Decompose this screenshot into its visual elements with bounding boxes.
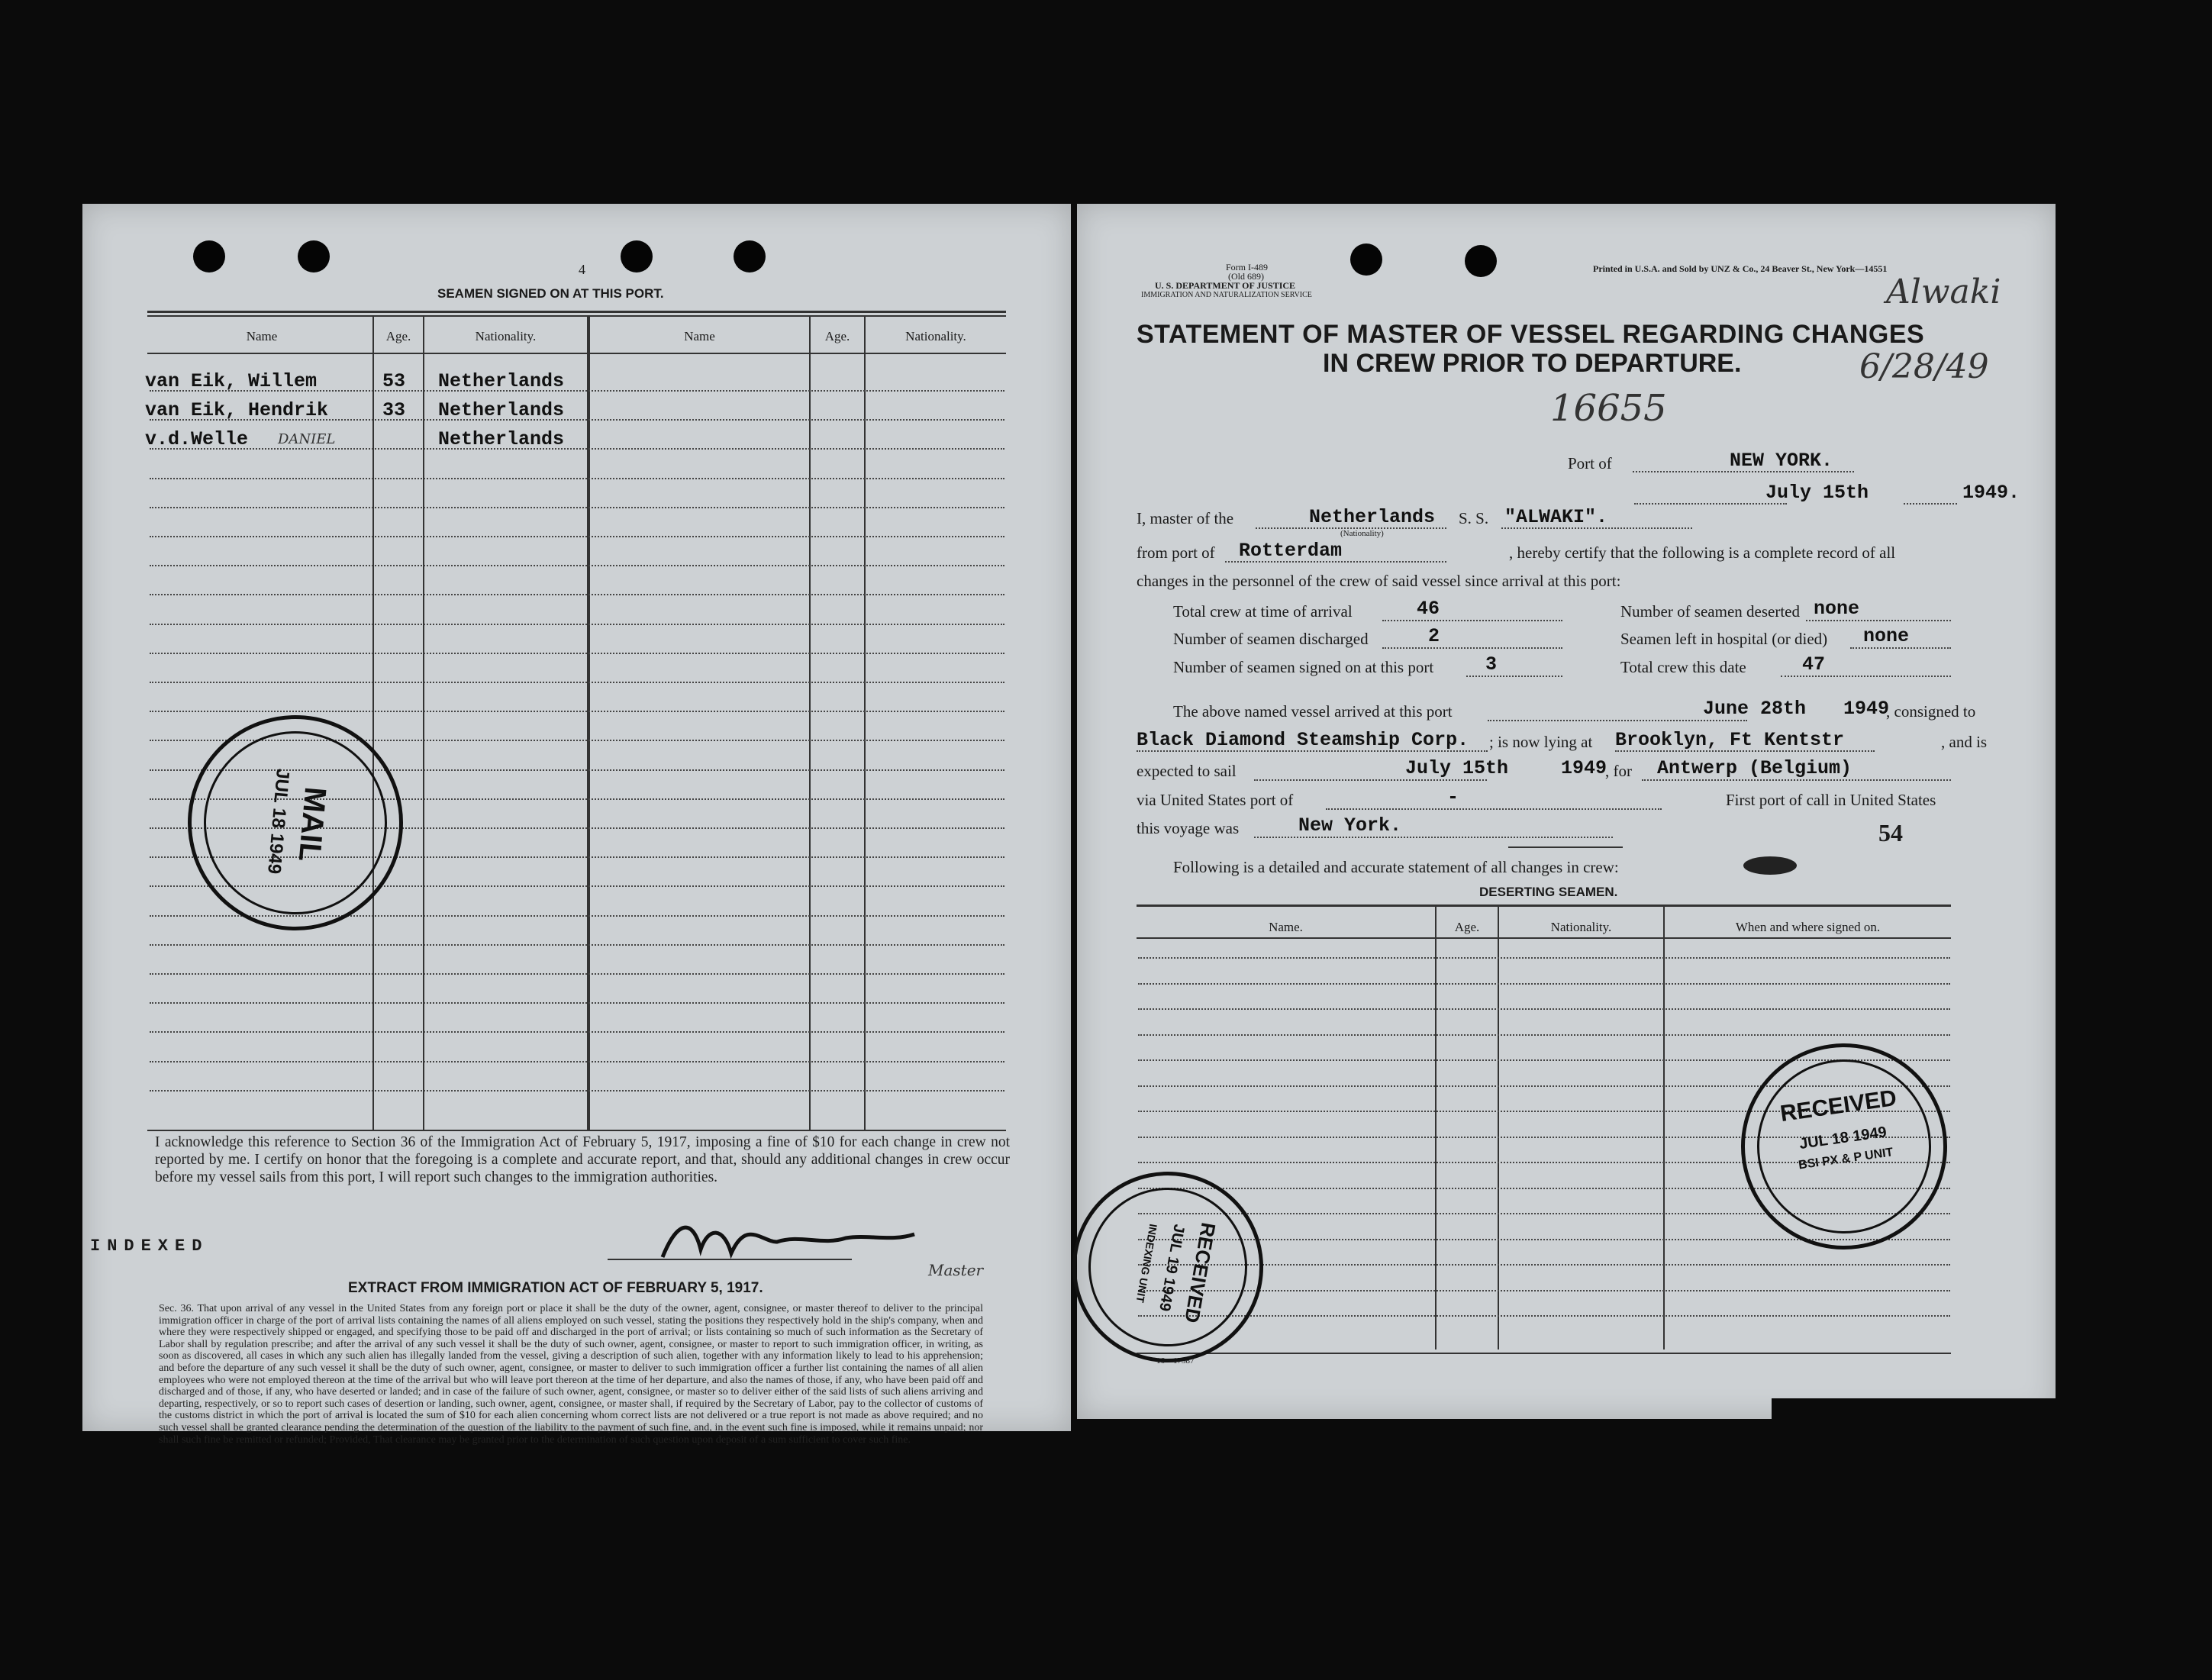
- table-row-line: [1138, 957, 1950, 959]
- extract-text: Sec. 36. That upon arrival of any vessel in the United States from any foreign port or place it shall be the duty of the owner, agent, consignee, or master thereof to deliver to the principal immigration officer in charge of the port of arrival lists containing the names of all aliens employed on such vessel, stating the positions they respectively hold in the ship's company, when and where they were respectively shipped or engaged, and specifying those to be paid off and discharged in the port of arrival; or lists containing so much of such information as the Secretary of Labor shall by regulation prescribe; and after the arrival of any such vessel it shall be the duty of such owner, agent, consignee, or master to report to such immigration officer, in writing, as soon as discovered, all cases in which any such alien has illegally landed from the vessel, giving a description of such alien, together with any information likely to lead to his apprehension; and before the departure of any such vessel it shall be the duty of such owner, agent, consignee, or master to deliver to such immigration officer a further list containing the names of all alien employees who were not employed thereon at the time of the arrival but who will leave port thereon at the time of her departure, and also the names of those, if any, who have been paid off and discharged and of those, if any, who have deserted or landed; and in case of the failure of such owner, agent, consignee, or master so to deliver either of the said lists of such aliens arriving and departing, respectively, or so to report such cases of desertion or landing, such owner, agent, consignee, or master shall, if required by the Secretary of Labor, pay to the collector of customs of the customs district in which the port of arrival is located the sum of $10 for each alien concerning whom correct lists are not delivered or a true report is not made as above required; and no such vessel shall be granted clearance pending the determination of the question of the liability to the payment of such fine, and, in the event such fine is imposed, while it remains unpaid; nor shall such fine be remitted or refunded; Provided, That clearance may be granted prior to the determination of such question upon deposit of a sum sufficient to cover such fine.: [159, 1303, 983, 1446]
- table-row-line: [1138, 1034, 1950, 1036]
- stamp-date: JUL 19 1949: [1156, 1223, 1188, 1313]
- from-port-label: from port of: [1137, 543, 1215, 562]
- deserting-col-nationality: Nationality.: [1550, 920, 1612, 934]
- table-row-line: [150, 973, 1004, 975]
- seaman-nationality: Netherlands: [438, 399, 565, 421]
- handwritten-date: 6/28/49: [1859, 347, 1989, 386]
- separator-rule: [1508, 846, 1623, 848]
- form-number: Form I-489: [1226, 262, 1268, 272]
- printer-line: Printed in U.S.A. and Sold by UNZ & Co., 24 Beaver St., New York—14551: [1593, 263, 1888, 274]
- punch-hole: [298, 240, 330, 272]
- for-label: , for: [1605, 762, 1632, 780]
- seaman-name-note: DANIEL: [278, 431, 336, 447]
- master-signature: [647, 1211, 922, 1272]
- lying-at-value: Brooklyn, Ft Kentstr: [1615, 729, 1845, 751]
- col-divider: [1663, 907, 1665, 1349]
- consignee-value: Black Diamond Steamship Corp.: [1137, 729, 1469, 751]
- field-line: [1615, 750, 1875, 752]
- col-divider: [1435, 907, 1437, 1349]
- deserted-value: none: [1814, 598, 1860, 620]
- col-header-age: Age.: [824, 329, 850, 343]
- signed-on-value: 3: [1485, 653, 1498, 676]
- table-row-line: [150, 478, 1004, 479]
- field-line: [1466, 676, 1562, 677]
- seaman-name: van Eik, Willem: [145, 370, 318, 392]
- sail-date: July 15th: [1405, 757, 1509, 779]
- nationality-caption: (Nationality): [1340, 529, 1384, 538]
- field-line: [1137, 750, 1488, 752]
- table-top-rule: [147, 315, 1006, 317]
- deserting-header-rule: [1137, 937, 1951, 939]
- table-row-line: [150, 565, 1004, 566]
- col-divider: [372, 317, 374, 1130]
- deserting-title: DESERTING SEAMEN.: [1479, 885, 1618, 899]
- right-page: [1077, 204, 2056, 1419]
- total-crew-arrival-value: 46: [1417, 598, 1440, 620]
- field-line: [1254, 837, 1613, 838]
- seaman-nationality: Netherlands: [438, 370, 565, 392]
- stamp-unit: BSI PX & P UNIT: [1798, 1146, 1894, 1172]
- table-row-line: [150, 594, 1004, 595]
- table-header-rule: [147, 353, 1006, 354]
- voyage-label: this voyage was: [1137, 819, 1240, 837]
- page-number: 54: [1878, 819, 1903, 846]
- punch-hole: [1465, 245, 1497, 277]
- redacted-blot: [1743, 856, 1797, 875]
- stamp-date: JUL 18 1949: [1798, 1124, 1888, 1153]
- signed-on-label: Number of seamen signed on at this port: [1173, 658, 1434, 676]
- deserting-table-bottom: [1137, 1353, 1951, 1354]
- col-header-name: Name: [246, 329, 278, 343]
- table-row-line: [150, 1090, 1004, 1092]
- table-top-rule: [147, 311, 1006, 313]
- deserting-table-top: [1137, 904, 1951, 907]
- field-line: [1850, 647, 1951, 649]
- field-line: [1326, 808, 1662, 810]
- field-line: [1254, 779, 1487, 781]
- col-header-name: Name: [684, 329, 715, 343]
- field-line: [1488, 720, 1747, 721]
- arrived-year: 1949: [1843, 698, 1890, 720]
- total-crew-date-value: 47: [1802, 653, 1826, 676]
- master-label: Master: [928, 1261, 984, 1279]
- col-divider: [1498, 907, 1499, 1349]
- via-port-value: -: [1447, 786, 1459, 808]
- field-line: [1781, 676, 1951, 677]
- punch-hole: [734, 240, 766, 272]
- master-of-label: I, master of the: [1137, 509, 1234, 527]
- field-line: [1382, 647, 1562, 649]
- table-row-line: [150, 624, 1004, 625]
- deserting-col-name: Name.: [1269, 920, 1303, 934]
- lying-label: ; is now lying at: [1489, 733, 1593, 751]
- department: U. S. DEPARTMENT OF JUSTICE: [1155, 280, 1296, 291]
- table-row-line: [150, 1002, 1004, 1004]
- year-value: 1949.: [1962, 482, 2020, 504]
- expected-label: expected to sail: [1137, 762, 1237, 780]
- table-row-line: [1138, 1008, 1950, 1010]
- arrived-date: June 28th: [1703, 698, 1807, 720]
- handwritten-file-number: 16655: [1550, 387, 1667, 430]
- torn-corner: [1772, 1398, 2056, 1421]
- indexed-stamp: INDEXED: [90, 1237, 209, 1256]
- master-signature-line: [608, 1259, 852, 1260]
- stamp-date: JUL 18 1949: [263, 767, 294, 875]
- first-port-label: First port of call in United States: [1726, 791, 1936, 809]
- nationality-value: Netherlands: [1309, 506, 1436, 528]
- field-line: [1634, 503, 1787, 505]
- field-line: [1642, 779, 1951, 781]
- footer-code: 16—17387: [1156, 1356, 1195, 1366]
- changes-text: changes in the personnel of the crew of said vessel since arrival at this port:: [1137, 572, 1621, 590]
- and-is-text: , and is: [1941, 733, 1988, 751]
- table-row-line: [150, 682, 1004, 683]
- service: IMMIGRATION AND NATURALIZATION SERVICE: [1141, 291, 1312, 299]
- via-label: via United States port of: [1137, 791, 1294, 809]
- total-crew-arrival-label: Total crew at time of arrival: [1173, 602, 1353, 621]
- col-divider: [809, 317, 811, 1130]
- extract-title: EXTRACT FROM IMMIGRATION ACT OF FEBRUARY 5, 1917.: [348, 1280, 763, 1296]
- form-title-2: IN CREW PRIOR TO DEPARTURE.: [1323, 349, 1742, 378]
- vessel-name: "ALWAKI".: [1504, 506, 1608, 528]
- section-title: SEAMEN SIGNED ON AT THIS PORT.: [437, 286, 664, 301]
- seaman-name: v.d.Welle: [145, 428, 249, 450]
- from-port-value: Rotterdam: [1239, 540, 1343, 562]
- seaman-age: 33: [382, 399, 406, 421]
- stamp-unit: INDEXING UNIT: [1133, 1223, 1160, 1304]
- punch-hole: [193, 240, 225, 272]
- col-divider: [423, 317, 424, 1130]
- stamp-word: RECEIVED: [1180, 1220, 1220, 1325]
- seaman-name: van Eik, Hendrik: [145, 399, 329, 421]
- date-value: July 15th: [1765, 482, 1869, 504]
- form-old-number: (Old 689): [1228, 271, 1264, 282]
- table-row-line: [150, 507, 1004, 508]
- deserting-col-age: Age.: [1454, 920, 1480, 934]
- table-row-line: [150, 448, 1004, 450]
- ss-label: S. S.: [1459, 509, 1489, 527]
- acknowledgement-text: I acknowledge this reference to Section 36 of the Immigration Act of February 5, 1917, imposing a fine of $10 for each change in crew not reported by me. I certify on honor that the foregoing is a complete and accurate report, and that, should any additional changes in crew occur before my vessel sails from this port, I will report such changes to the immigration authorities.: [155, 1134, 1010, 1185]
- table-row-line: [150, 536, 1004, 537]
- handwritten-vessel: Alwaki: [1886, 272, 2001, 311]
- field-line: [1382, 620, 1562, 621]
- table-bottom-rule: [147, 1130, 1006, 1131]
- consigned-label: , consigned to: [1886, 702, 1976, 721]
- table-row-line: [150, 711, 1004, 712]
- col-header-nationality: Nationality.: [905, 329, 966, 343]
- discharged-value: 2: [1428, 625, 1440, 647]
- left-page: [82, 204, 1071, 1446]
- seaman-age: 53: [382, 370, 406, 392]
- hospital-label: Seamen left in hospital (or died): [1620, 630, 1828, 648]
- table-row-line: [150, 653, 1004, 654]
- col-header-nationality: Nationality.: [475, 329, 537, 343]
- col-divider: [587, 317, 590, 1130]
- received-stamp: [1057, 1156, 1279, 1378]
- table-row-line: [150, 1031, 1004, 1033]
- punch-hole: [621, 240, 653, 272]
- destination-value: Antwerp (Belgium): [1657, 757, 1852, 779]
- hospital-value: none: [1863, 625, 1910, 647]
- port-value: NEW YORK.: [1730, 450, 1833, 472]
- table-row-line: [1138, 1315, 1950, 1317]
- port-label: Port of: [1568, 454, 1612, 472]
- total-crew-date-label: Total crew this date: [1620, 658, 1746, 676]
- col-header-age: Age.: [385, 329, 411, 343]
- field-line: [1904, 503, 1957, 505]
- punch-hole: [1350, 243, 1382, 276]
- following-text: Following is a detailed and accurate statement of all changes in crew:: [1173, 858, 1619, 876]
- field-line: [1806, 620, 1951, 621]
- form-title-1: STATEMENT OF MASTER OF VESSEL REGARDING CHANGES: [1137, 320, 1925, 349]
- received-stamp: [1728, 1030, 1961, 1263]
- deserted-label: Number of seamen deserted: [1620, 602, 1800, 621]
- table-row-line: [1138, 983, 1950, 985]
- stamp-word: RECEIVED: [1778, 1085, 1898, 1127]
- sail-year: 1949: [1561, 757, 1607, 779]
- stamp-word: MAIL: [292, 785, 333, 863]
- arrived-label: The above named vessel arrived at this port: [1173, 702, 1453, 721]
- seaman-nationality: Netherlands: [438, 428, 565, 450]
- table-row-line: [150, 944, 1004, 946]
- first-port-value: New York.: [1298, 814, 1402, 837]
- certify-text: , hereby certify that the following is a complete record of all: [1509, 543, 1896, 562]
- deserting-col-signed-on: When and where signed on.: [1735, 920, 1881, 934]
- discharged-label: Number of seamen discharged: [1173, 630, 1369, 648]
- table-row-line: [150, 1061, 1004, 1062]
- page-number: 4: [579, 262, 585, 277]
- col-divider: [864, 317, 866, 1130]
